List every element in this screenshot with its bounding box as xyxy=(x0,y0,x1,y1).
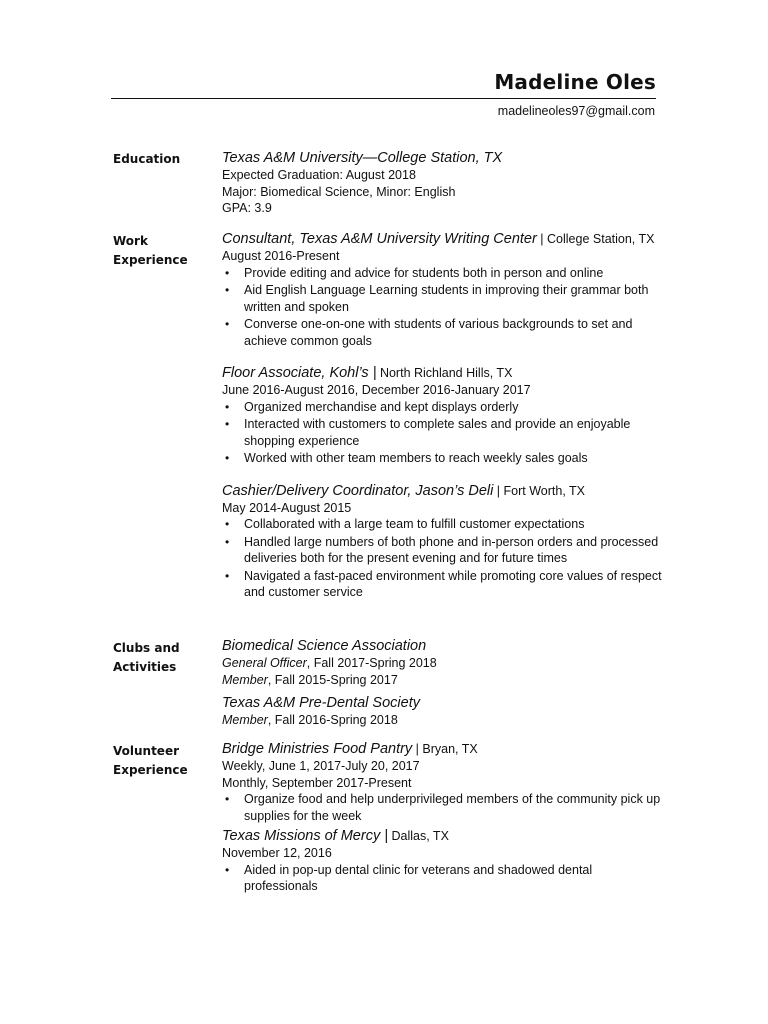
label-line: Activities xyxy=(113,660,177,674)
volunteer-dates: Weekly, June 1, 2017-July 20, 2017 xyxy=(222,759,420,773)
label-line: Experience xyxy=(113,253,188,267)
job-entry xyxy=(222,230,662,349)
job-entry xyxy=(222,482,662,601)
header-divider xyxy=(111,98,656,99)
job-title-text: Cashier/Delivery Coordinator, Jason’s Deli xyxy=(222,482,494,499)
job-dates: May 2014-August 2015 xyxy=(222,500,352,515)
volunteer-bullets xyxy=(222,862,662,895)
label-line: Experience xyxy=(113,763,188,777)
list-item: • Worked with other team members to reach weekly sales goals xyxy=(222,450,662,467)
club-role-dates: , Fall 2015-Spring 2017 xyxy=(267,672,398,687)
list-item: • Interacted with customers to complete sales and provide an enjoyable shopping experience xyxy=(222,416,662,449)
club-name: Texas A&M Pre-Dental Society xyxy=(222,695,420,711)
clubs-activities-label xyxy=(113,639,208,677)
education-school: Texas A&M University—College Station, TX xyxy=(222,150,503,166)
volunteer-experience-label xyxy=(113,742,208,780)
club-role-title: General Officer xyxy=(222,656,307,670)
club-role-dates: , Fall 2016-Spring 2018 xyxy=(267,713,398,727)
list-item: • Aid English Language Learning students in improving their grammar both written and spoken xyxy=(222,282,662,315)
job-bullets xyxy=(222,516,662,601)
resume-name: Madeline Oles xyxy=(494,70,656,94)
job-location: | Fort Worth, TX xyxy=(493,483,586,498)
email-address: madelineoles97@gmail.com xyxy=(497,104,655,118)
club-role-title: Member xyxy=(222,713,268,727)
job-bullets xyxy=(222,265,662,350)
job-dates: June 2016-August 2016, December 2016-January 2017 xyxy=(222,383,531,397)
job-title-text: Consultant, Texas A&M University Writing Center xyxy=(222,231,537,247)
label-line: Clubs and xyxy=(113,641,180,655)
club-name: Biomedical Science Association xyxy=(222,638,427,654)
club-role xyxy=(222,655,662,672)
volunteer-dates: Monthly, September 2017-Present xyxy=(222,775,412,790)
volunteer-org-name: Texas Missions of Mercy | xyxy=(222,828,388,844)
club-role xyxy=(222,712,662,729)
education-section xyxy=(222,149,662,217)
club-role-title: Member xyxy=(222,672,268,687)
volunteer-org-title xyxy=(222,740,662,758)
job-title xyxy=(222,364,662,382)
volunteer-bullets xyxy=(222,791,662,824)
job-title-text: Floor Associate, Kohl’s | xyxy=(222,365,377,381)
list-item: • Handled large numbers of both phone and in-person orders and processed deliveries both for the present evening and for future times xyxy=(222,534,662,567)
work-experience-section xyxy=(222,230,662,602)
volunteer-org-location: | Bryan, TX xyxy=(412,742,478,756)
education-line: GPA: 3.9 xyxy=(222,201,272,215)
education-label: Education xyxy=(113,152,181,166)
volunteer-org-name: Bridge Ministries Food Pantry xyxy=(222,741,413,757)
job-title xyxy=(222,230,662,248)
volunteer-org-title xyxy=(222,827,662,845)
clubs-activities-section xyxy=(222,637,662,729)
list-item: • Navigated a fast-paced environment while promoting core values of respect and customer service xyxy=(222,568,662,601)
education-line: Major: Biomedical Science, Minor: English xyxy=(222,184,456,199)
job-bullets xyxy=(222,399,662,467)
job-title xyxy=(222,482,662,500)
work-experience-label xyxy=(113,232,208,270)
job-location: North Richland Hills, TX xyxy=(376,366,513,380)
list-item: • Organized merchandise and kept displays orderly xyxy=(222,399,662,416)
job-location: | College Station, TX xyxy=(536,232,655,246)
volunteer-experience-section xyxy=(222,740,662,896)
list-item: • Aided in pop-up dental clinic for veterans and shadowed dental professionals xyxy=(222,862,662,895)
label-line: Volunteer xyxy=(113,744,180,758)
club-role-dates: , Fall 2017-Spring 2018 xyxy=(306,656,437,670)
label-line: Work xyxy=(113,234,148,248)
job-dates: August 2016-Present xyxy=(222,249,340,263)
list-item: • Organize food and help underprivileged members of the community pick up supplies for the week xyxy=(222,791,662,824)
list-item: • Provide editing and advice for students both in person and online xyxy=(222,265,662,282)
volunteer-org-location: Dallas, TX xyxy=(388,829,449,843)
volunteer-dates: November 12, 2016 xyxy=(222,846,332,860)
job-entry xyxy=(222,364,662,467)
education-line: Expected Graduation: August 2018 xyxy=(222,168,416,182)
list-item: • Collaborated with a large team to fulfill customer expectations xyxy=(222,516,662,533)
list-item: • Converse one-on-one with students of various backgrounds to set and achieve common goals xyxy=(222,316,662,349)
club-role xyxy=(222,672,662,689)
